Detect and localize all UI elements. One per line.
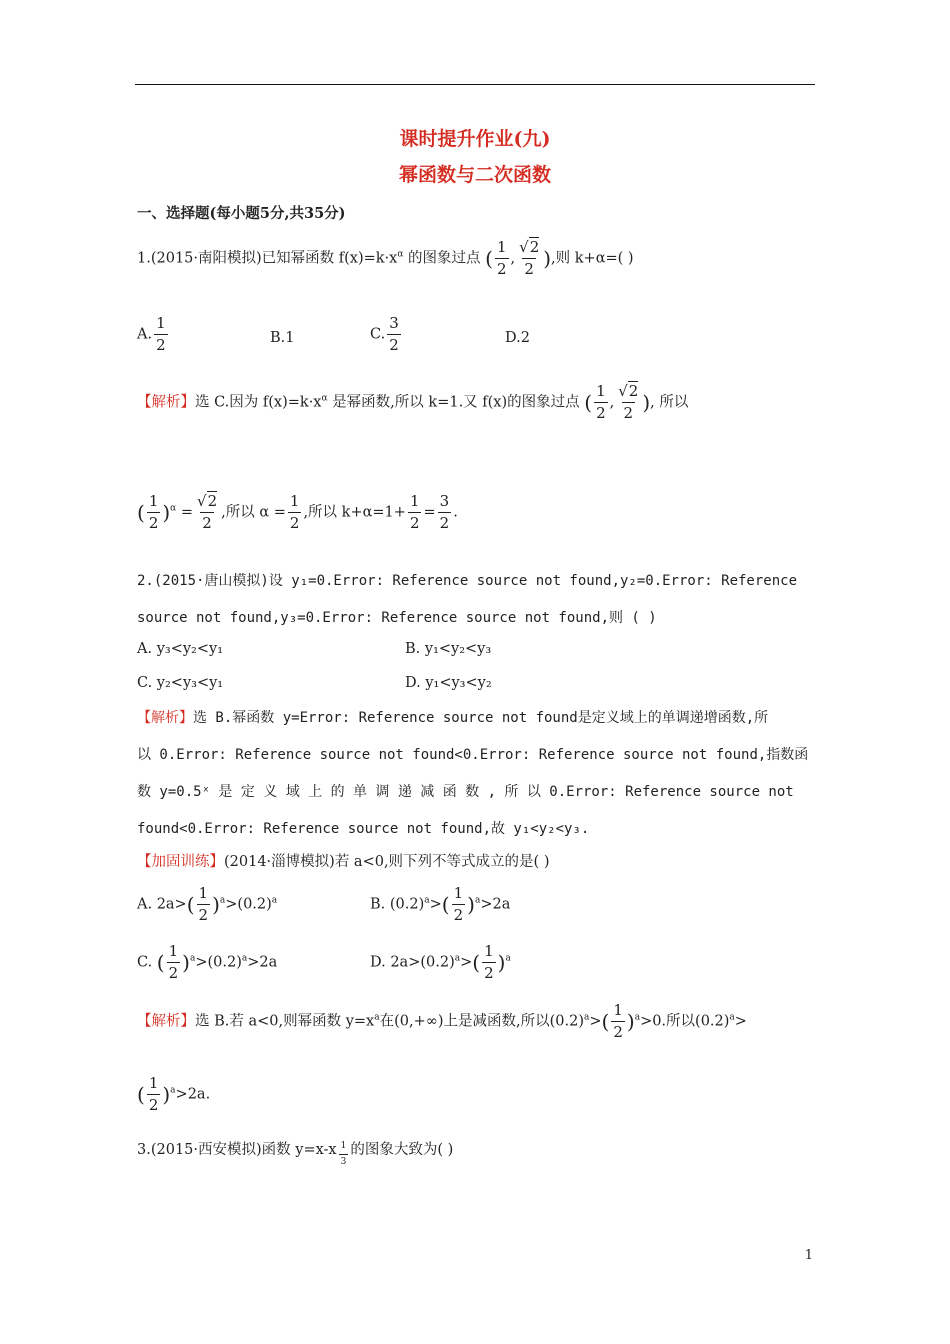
question-1: 1.(2015·南阳模拟)已知幂函数 $f(x)=k\cdot x^\alpha$ 的图象过点 ( $\frac{1}{2}$ , $\frac{√2}{2}$ ),则 k+α=( ) (137, 238, 634, 278)
question-3: 3.(2015·西安模拟)函数 y=x-x $\frac{1}{3}$ 的图象大致为( ) (137, 1141, 454, 1168)
q2-solution-line1: 【解析】选 B.幂函数 y=Error: Reference source not found是定义域上的单调递增函数,所 (137, 710, 769, 726)
q2-option-a: A. y₃<y₂<y₁ (137, 641, 224, 657)
q2-solution-line2: 以 0.Error: Reference source not found<0.Error: Reference source not found,指数函 (137, 747, 809, 763)
alpha-exponent: α (397, 249, 404, 260)
q1-stem-c: ,则 k+α=( ) (551, 250, 634, 267)
practice-option-c: C. ( $\frac{1}{2}$ )$^a>(0.2)^a>2a$ (137, 942, 278, 982)
q1-stem-b: 的图象过点 (408, 250, 481, 267)
q2-solution-line3: 数 y=0.5ˣ 是 定 义 域 上 的 单 调 递 减 函 数 , 所 以 0.Error: Reference source not (137, 784, 794, 800)
page-number: 1 (804, 1248, 813, 1263)
q2-option-b: B. y₁<y₂<y₃ (405, 641, 492, 657)
q1-option-b: B.1 (270, 330, 295, 346)
q2-solution-line4: found<0.Error: Reference source not found,故 y₁<y₂<y₃. (137, 821, 590, 837)
practice-option-d: D. $2a>(0.2)^a>$( $\frac{1}{2}$ )$^a$ (370, 942, 511, 982)
q2-option-c: C. y₂<y₃<y₁ (137, 675, 224, 691)
q1-solution-line1: 【解析】选 C.因为 $f(x)=k\cdot x^\alpha$ 是幂函数,所以 k=1.又 f(x)的图象过点 ( $\frac{1}{2}$ , $\frac{√2}{2}$ ), 所以 (137, 382, 689, 422)
q1-option-d: D.2 (505, 330, 530, 346)
practice-solution-line1: 【解析】选 B.若 a<0,则幂函数 $y=x^a$在(0,+∞)上是减函数,所以$(0.2)^a>$( $\frac{1}{2}$ )$^a$>0.所以$(0.2)^a>$ (137, 1001, 747, 1041)
q2-line1: 2.(2015·唐山模拟)设 y₁=0.Error: Reference source not found,y₂=0.Error: Reference (137, 573, 798, 589)
header-rule (135, 84, 815, 85)
page-title: 课时提升作业(九) (399, 128, 551, 150)
q1-stem-a: 1.(2015·南阳模拟)已知幂函数 f(x)=k·x (137, 250, 398, 267)
practice-option-b: B. $(0.2)^a>$( $\frac{1}{2}$ )$^a$>2a (370, 884, 511, 924)
page-subtitle: 幂函数与二次函数 (398, 164, 551, 186)
fraction-root2-over-2: $\frac{√2}{2}$ (519, 238, 540, 278)
fraction-half: $\frac{1}{2}$ (496, 238, 507, 278)
practice-stem: 【加固训练】(2014·淄博模拟)若 a<0,则下列不等式成立的是( ) (137, 854, 550, 870)
q1-option-a: A. $\frac{1}{2}$ (137, 314, 166, 354)
q2-line2: source not found,y₃=0.Error: Reference source not found,则 ( ) (137, 610, 657, 626)
q1-solution-line2: ( $\frac{1}{2}$ )$^\alpha$ = $\frac{√2}{2}$ ,所以 α = $\frac{1}{2}$ ,所以 k+α=1+ $\frac{1}{2}$ = $\frac{3}{2}$ . (137, 492, 458, 532)
practice-solution-line2: ( $\frac{1}{2}$ )$^a$>2a. (137, 1074, 211, 1114)
practice-option-a: A. 2a>( $\frac{1}{2}$ )$^a>(0.2)^a$ (137, 884, 278, 924)
q1-option-c: C. $\frac{3}{2}$ (370, 314, 399, 354)
q2-option-d: D. y₁<y₃<y₂ (405, 675, 492, 691)
section-heading: 一、选择题(每小题5分,共35分) (137, 205, 346, 222)
solution-tag: 【解析】 (137, 394, 195, 411)
